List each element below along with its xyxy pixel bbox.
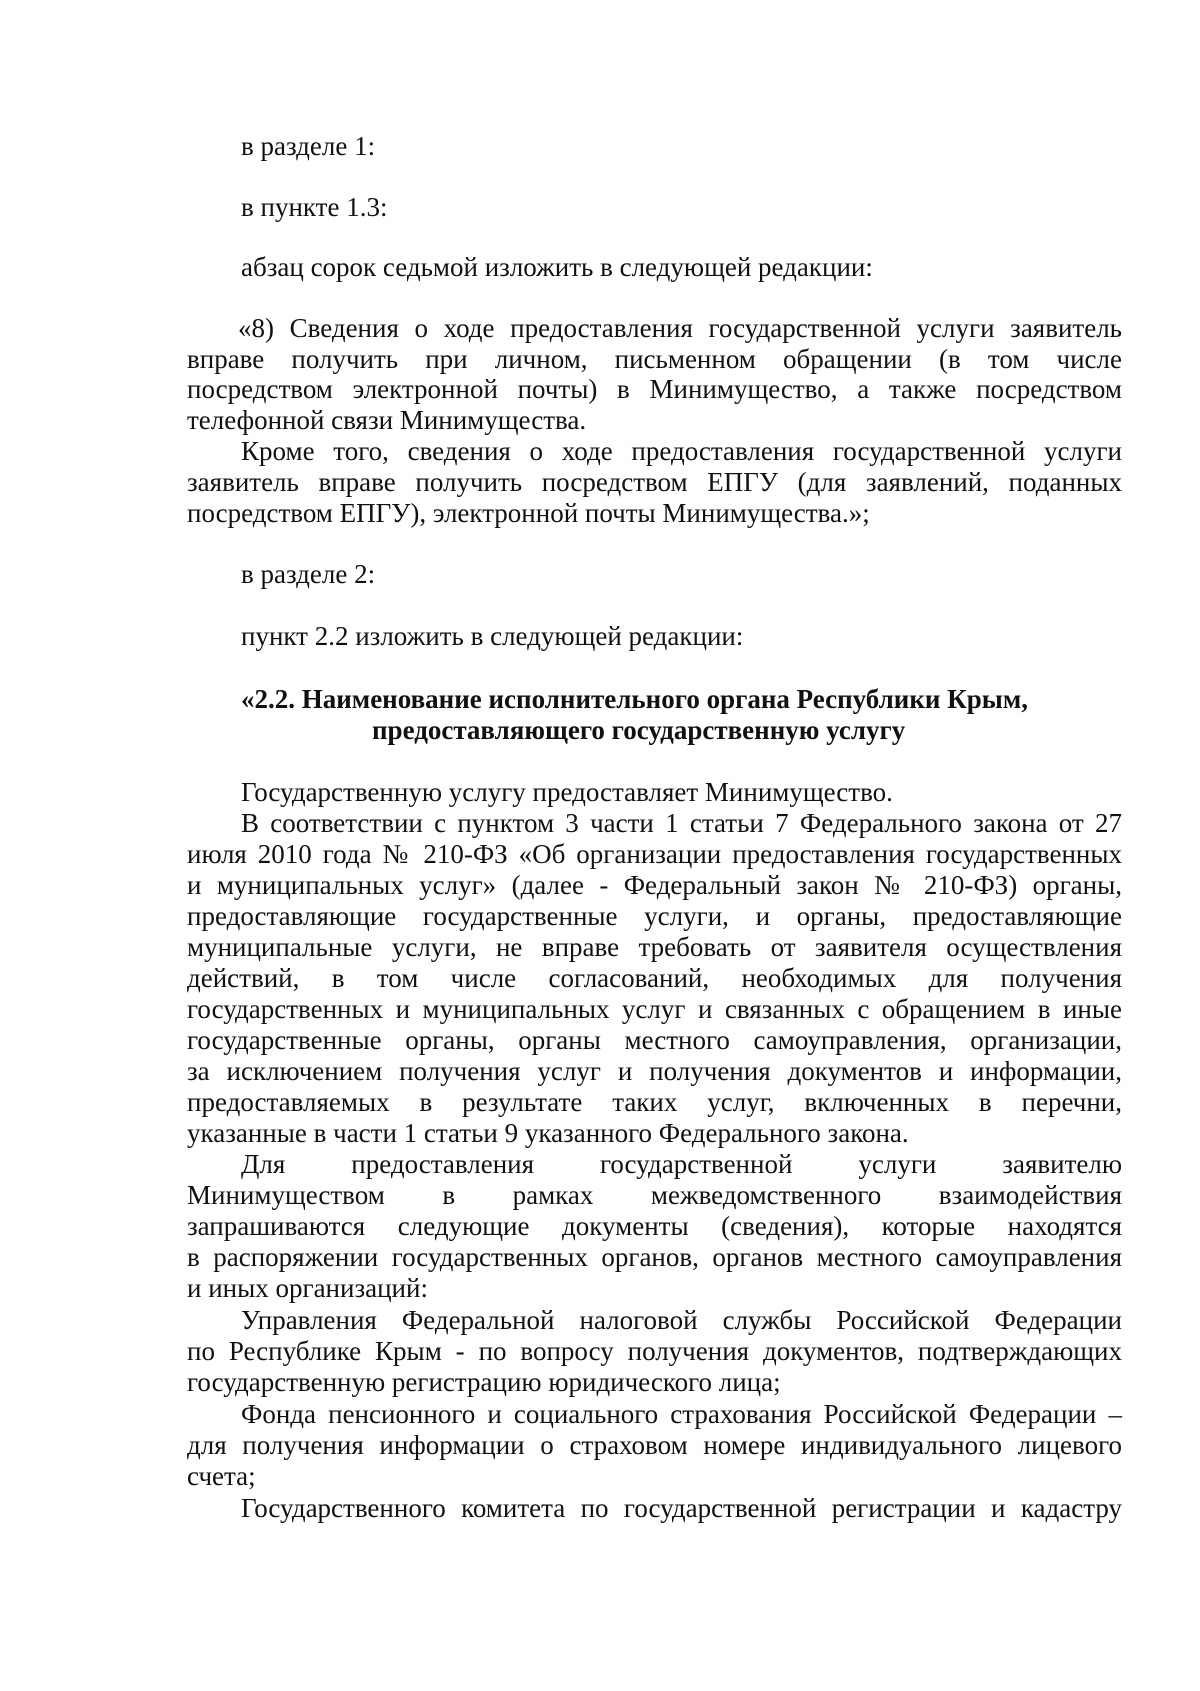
heading-line-1: «2.2. Наименование исполнительного органа Республики Крым, bbox=[241, 684, 1028, 714]
section-1-abzac: абзац сорок седьмой изложить в следующей редакции: bbox=[241, 252, 873, 282]
paragraph-sootv-line: государственных и муниципальных услуг и связанных с обращением в иные bbox=[187, 994, 1122, 1024]
paragraph-sootv-line: за исключением получения услуг и получения документов и информации, bbox=[187, 1056, 1122, 1086]
paragraph-8-line: вправе получить при личном, письменном обращении (в том числе bbox=[187, 344, 1122, 374]
paragraph-sootv-line: муниципальные услуги, не вправе требовать от заявителя осуществления bbox=[187, 932, 1122, 962]
paragraph-sootv-line: действий, в том числе согласований, необходимых для получения bbox=[187, 963, 1122, 993]
paragraph-sootv-line: июля 2010 года № 210-ФЗ «Об организации предоставления государственных bbox=[187, 839, 1122, 869]
heading-line-2: предоставляющего государственную услугу bbox=[372, 715, 906, 745]
paragraph-krome-line: заявитель вправе получить посредством ЕПГУ (для заявлений, поданных bbox=[187, 467, 1122, 497]
paragraph-upr-line: государственную регистрацию юридического лица; bbox=[187, 1367, 781, 1397]
paragraph-krome-line: посредством ЕПГУ), электронной почты Минимущества.»; bbox=[187, 498, 870, 528]
paragraph-dlya-line: Минимуществом в рамках межведомственного взаимодействия bbox=[187, 1180, 1122, 1210]
paragraph-sootv-line: предоставляемых в результате таких услуг, включенных в перечни, bbox=[187, 1087, 1122, 1117]
section-2-intro: в разделе 2: bbox=[241, 559, 376, 589]
section-1-intro: в разделе 1: bbox=[241, 131, 376, 161]
paragraph-sootv-line: указанные в части 1 статьи 9 указанного Федерального закона. bbox=[187, 1118, 909, 1148]
paragraph-sootv-line: В соответствии с пунктом 3 части 1 статьи 7 Федерального закона от 27 bbox=[241, 808, 1122, 838]
section-2-point: пункт 2.2 изложить в следующей редакции: bbox=[241, 621, 744, 651]
paragraph-dlya-line: Для предоставления государственной услуги заявителю bbox=[241, 1149, 1122, 1179]
paragraph-dlya-line: и иных организаций: bbox=[187, 1273, 428, 1303]
paragraph-goskom-line: Государственного комитета по государственной регистрации и кадастру bbox=[241, 1493, 1122, 1523]
paragraph-gos: Государственную услугу предоставляет Минимущество. bbox=[241, 777, 893, 807]
paragraph-upr-line: по Республике Крым - по вопросу получения документов, подтверждающих bbox=[187, 1336, 1122, 1366]
paragraph-dlya-line: в распоряжении государственных органов, органов местного самоуправления bbox=[187, 1242, 1122, 1272]
section-1-point: в пункте 1.3: bbox=[241, 192, 388, 222]
paragraph-dlya-line: запрашиваются следующие документы (сведения), которые находятся bbox=[187, 1211, 1122, 1241]
paragraph-8-line: посредством электронной почты) в Минимущество, а также посредством bbox=[187, 374, 1122, 404]
paragraph-sootv-line: и муниципальных услуг» (далее - Федеральный закон № 210-ФЗ) органы, bbox=[187, 870, 1122, 900]
paragraph-8-line: «8) Сведения о ходе предоставления государственной услуги заявитель bbox=[238, 313, 1122, 343]
paragraph-fond-line: для получения информации о страховом номере индивидуального лицевого bbox=[187, 1430, 1122, 1460]
paragraph-sootv-line: государственные органы, органы местного самоуправления, организации, bbox=[187, 1025, 1122, 1055]
paragraph-fond-line: Фонда пенсионного и социального страхования Российской Федерации – bbox=[241, 1399, 1122, 1429]
paragraph-sootv-line: предоставляющие государственные услуги, и органы, предоставляющие bbox=[187, 901, 1122, 931]
paragraph-fond-line: счета; bbox=[187, 1461, 256, 1491]
paragraph-upr-line: Управления Федеральной налоговой службы Российской Федерации bbox=[241, 1305, 1122, 1335]
paragraph-8-line: телефонной связи Минимущества. bbox=[187, 405, 587, 435]
paragraph-krome-line: Кроме того, сведения о ходе предоставления государственной услуги bbox=[241, 436, 1122, 466]
